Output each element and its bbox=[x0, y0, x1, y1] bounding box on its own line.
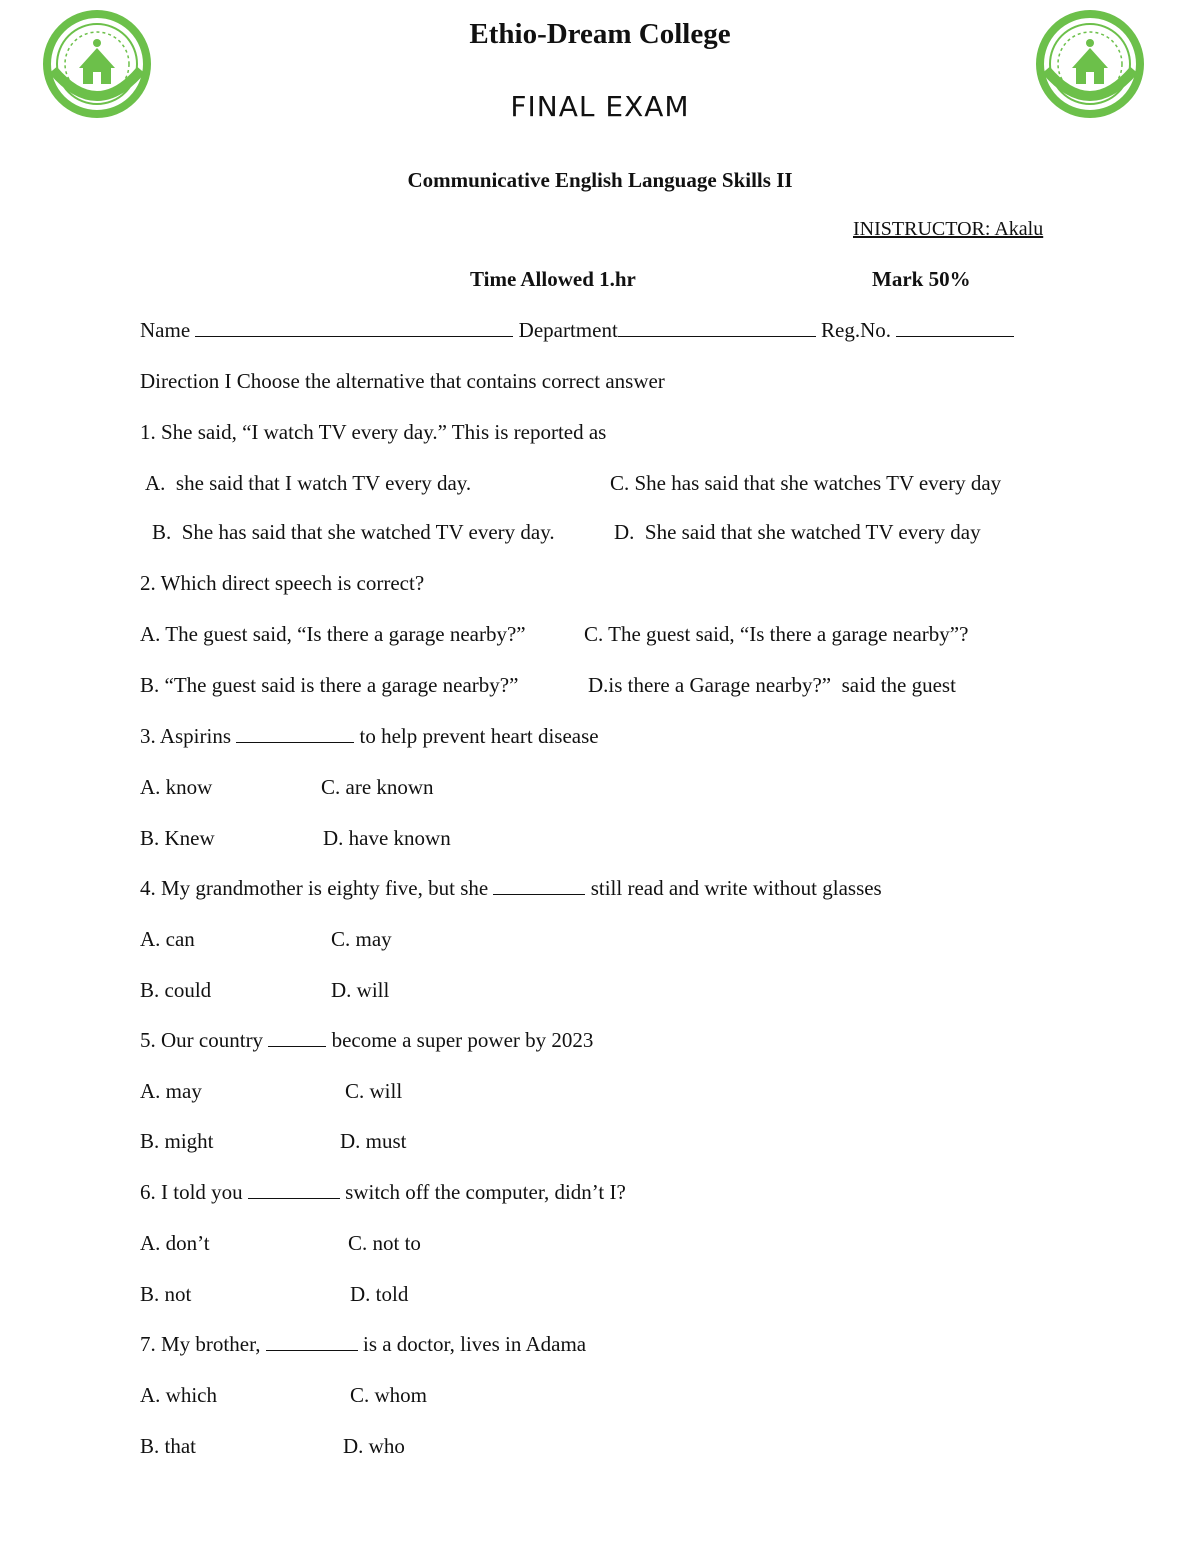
question-4-stem-end: still read and write without glasses bbox=[590, 876, 882, 900]
question-7-option-d: D. who bbox=[343, 1434, 405, 1458]
name-label: Name bbox=[140, 318, 191, 342]
question-4-blank bbox=[493, 876, 585, 895]
question-5-stem bbox=[140, 1028, 593, 1053]
question-7-stem-start: 7. My brother, bbox=[140, 1332, 261, 1356]
question-5-option-a: A. may bbox=[140, 1079, 202, 1103]
question-4-option-b: B. could bbox=[140, 978, 212, 1002]
question-5-option-b: B. might bbox=[140, 1129, 214, 1153]
question-5-option-c: C. will bbox=[345, 1079, 403, 1103]
question-4-option-a: A. can bbox=[140, 927, 195, 951]
question-6-option-a: A. don’t bbox=[140, 1231, 210, 1255]
question-6-stem-start: 6. I told you bbox=[140, 1180, 243, 1204]
question-7-option-c: C. whom bbox=[350, 1383, 428, 1407]
question-6-stem bbox=[140, 1180, 626, 1205]
exam-title: FINAL EXAM bbox=[510, 90, 690, 123]
question-6-option-d: D. told bbox=[350, 1282, 409, 1306]
question-7-option-b: B. that bbox=[140, 1434, 196, 1458]
question-6-option-c: C. not to bbox=[348, 1231, 421, 1255]
question-2-option-c: C. The guest said, “Is there a garage nearby”? bbox=[584, 622, 969, 646]
reg-label: Reg.No. bbox=[821, 318, 892, 342]
question-2-option-d: D.is there a Garage nearby?” said the guest bbox=[588, 673, 956, 697]
mark: Mark 50% bbox=[872, 267, 971, 291]
question-3-option-d: D. have known bbox=[323, 826, 451, 850]
question-2-option-b: B. “The guest said is there a garage nearby?” bbox=[140, 673, 519, 697]
question-3-stem-end: to help prevent heart disease bbox=[359, 724, 599, 748]
question-2-option-a: A. The guest said, “Is there a garage nearby?” bbox=[140, 622, 526, 646]
question-7-option-a: A. which bbox=[140, 1383, 217, 1407]
reg-blank[interactable] bbox=[896, 318, 1014, 337]
college-name: Ethio-Dream College bbox=[469, 18, 731, 50]
question-6-blank bbox=[248, 1180, 340, 1199]
question-6-option-b: B. not bbox=[140, 1282, 192, 1306]
question-7-stem bbox=[140, 1332, 586, 1357]
question-3-stem-start: 3. Aspirins bbox=[140, 724, 232, 748]
instructor: INISTRUCTOR: Akalu bbox=[853, 218, 1044, 240]
question-5-blank bbox=[268, 1028, 326, 1047]
question-4-stem-start: 4. My grandmother is eighty five, but she bbox=[140, 876, 489, 900]
department-blank[interactable] bbox=[618, 318, 816, 337]
question-3-blank bbox=[236, 724, 354, 743]
course-title: Communicative English Language Skills II bbox=[407, 168, 793, 192]
question-2-stem: 2. Which direct speech is correct? bbox=[140, 571, 425, 595]
question-1-option-b: B. She has said that she watched TV every day. bbox=[152, 520, 555, 544]
question-4-option-c: C. may bbox=[331, 927, 392, 951]
question-3-option-a: A. know bbox=[140, 775, 213, 799]
question-5-stem-start: 5. Our country bbox=[140, 1028, 264, 1052]
student-info-line bbox=[140, 318, 1014, 343]
question-1-option-c: C. She has said that she watches TV every day bbox=[610, 471, 1002, 495]
question-3-option-c: C. are known bbox=[321, 775, 434, 799]
question-1-option-a: A. she said that I watch TV every day. bbox=[145, 471, 472, 495]
question-4-option-d: D. will bbox=[331, 978, 390, 1002]
question-5-option-d: D. must bbox=[340, 1129, 407, 1153]
direction: Direction I Choose the alternative that contains correct answer bbox=[140, 369, 665, 393]
question-4-stem bbox=[140, 876, 882, 901]
question-6-stem-end: switch off the computer, didn’t I? bbox=[345, 1180, 626, 1204]
time-allowed: Time Allowed 1.hr bbox=[470, 267, 636, 291]
question-3-stem bbox=[140, 724, 599, 749]
department-label: Department bbox=[518, 318, 618, 342]
question-1-stem: 1. She said, “I watch TV every day.” This is reported as bbox=[140, 420, 607, 444]
question-5-stem-end: become a super power by 2023 bbox=[331, 1028, 594, 1052]
question-7-stem-end: is a doctor, lives in Adama bbox=[362, 1332, 587, 1356]
question-7-blank bbox=[266, 1332, 358, 1351]
question-3-option-b: B. Knew bbox=[140, 826, 215, 850]
question-1-option-d: D. She said that she watched TV every day bbox=[614, 520, 981, 544]
name-blank[interactable] bbox=[195, 318, 513, 337]
